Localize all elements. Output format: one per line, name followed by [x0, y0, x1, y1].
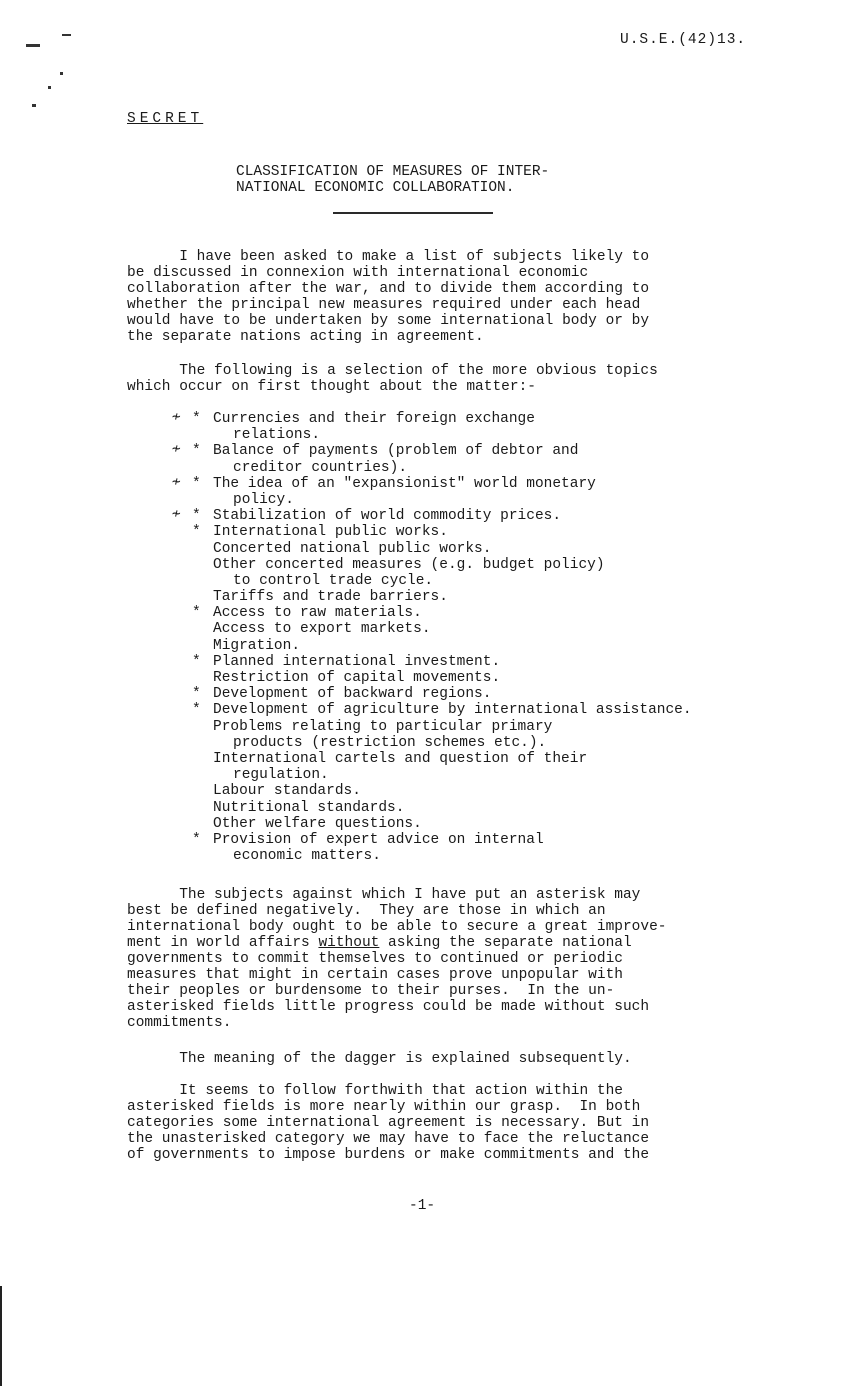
topic-item	[0, 702, 841, 718]
asterisk-mark: *	[192, 831, 201, 848]
topic-text: Nutritional standards.	[213, 799, 405, 816]
text-line: the unasterisked category we may have to face the reluctance	[127, 1131, 650, 1147]
text-line: of governments to impose burdens or make commitments and the	[127, 1147, 650, 1163]
topic-item	[0, 654, 841, 670]
topic-text: Labour standards.	[213, 783, 361, 800]
topic-text: The idea of an "expansionist" world monetary	[213, 475, 596, 492]
text-line: The subjects against which I have put an asterisk may	[127, 887, 641, 903]
text-line: which occur on first thought about the matter:-	[127, 379, 536, 395]
topic-text: Balance of payments (problem of debtor and	[213, 443, 579, 460]
topic-text: to control trade cycle.	[233, 572, 434, 589]
topic-item	[0, 605, 841, 621]
topic-item	[0, 621, 841, 637]
dagger-mark: ≁	[172, 507, 181, 524]
topic-item	[0, 800, 841, 816]
topic-text: Concerted national public works.	[213, 540, 492, 557]
topic-item	[0, 719, 841, 735]
topic-text: Stabilization of world commodity prices.	[213, 508, 562, 525]
topic-text: economic matters.	[233, 848, 381, 865]
page-edge-line	[0, 1286, 2, 1386]
text-line: asterisked fields is more nearly within our grasp. In both	[127, 1099, 641, 1115]
topic-item	[0, 476, 841, 492]
topic-item	[0, 751, 841, 767]
topic-item	[0, 816, 841, 832]
text-line: asterisked fields little progress could be made without such	[127, 999, 650, 1015]
text-line: whether the principal new measures required under each head	[127, 297, 641, 313]
document-reference: U.S.E.(42)13.	[620, 32, 747, 48]
text-line: categories some international agreement is necessary. But in	[127, 1115, 650, 1131]
topic-text: International public works.	[213, 524, 448, 541]
text-line: would have to be undertaken by some international body or by	[127, 313, 650, 329]
topic-continuation	[0, 460, 841, 476]
topic-text: Planned international investment.	[213, 653, 501, 670]
speck	[32, 104, 36, 107]
text-line: I have been asked to make a list of subjects likely to	[127, 249, 650, 265]
speck	[26, 44, 40, 47]
topic-item	[0, 557, 841, 573]
paragraph-conclusion	[127, 1083, 649, 1163]
topic-item	[0, 783, 841, 799]
paragraph-intro	[127, 249, 649, 345]
text-line: The following is a selection of the more obvious topics	[127, 363, 658, 379]
topic-item	[0, 443, 841, 459]
dagger-mark: ≁	[172, 410, 181, 426]
paragraph-selection	[127, 363, 658, 395]
topic-text: International cartels and question of their	[213, 750, 588, 767]
paragraph-asterisk-explanation	[127, 887, 667, 1031]
topic-text: Development of backward regions.	[213, 686, 492, 703]
asterisk-mark: *	[192, 524, 201, 541]
text-line: collaboration after the war, and to divide them according to	[127, 281, 650, 297]
text-line: governments to commit themselves to continued or periodic	[127, 951, 623, 967]
text-line: commitments.	[127, 1015, 232, 1031]
asterisk-mark: *	[192, 443, 201, 460]
topic-text: Access to raw materials.	[213, 605, 422, 622]
topic-continuation	[0, 492, 841, 508]
asterisk-mark: *	[192, 686, 201, 703]
paragraph-dagger-note: The meaning of the dagger is explained subsequently.	[127, 1051, 632, 1067]
topic-item	[0, 686, 841, 702]
text-line: best be defined negatively. They are those in which an	[127, 903, 606, 919]
text-fragment: ment in world affairs	[127, 935, 319, 951]
topic-text: Provision of expert advice on internal	[213, 831, 544, 848]
asterisk-mark: *	[192, 702, 201, 719]
topic-item	[0, 638, 841, 654]
topic-item	[0, 541, 841, 557]
topic-text: policy.	[233, 491, 294, 508]
asterisk-mark: *	[192, 411, 201, 427]
topic-continuation	[0, 848, 841, 864]
topic-item	[0, 832, 841, 848]
topic-text: Currencies and their foreign exchange	[213, 411, 535, 427]
topic-text: products (restriction schemes etc.).	[233, 734, 547, 751]
topic-text: Other concerted measures (e.g. budget policy)	[213, 556, 605, 573]
title-line: NATIONAL ECONOMIC COLLABORATION.	[236, 180, 515, 196]
topic-text: Problems relating to particular primary	[213, 718, 553, 735]
text-line: It seems to follow forthwith that action within the	[127, 1083, 623, 1099]
asterisk-mark: *	[192, 653, 201, 670]
topic-text: creditor countries).	[233, 459, 408, 476]
topic-continuation	[0, 573, 841, 589]
topic-text: Migration.	[213, 637, 301, 654]
dagger-mark: ≁	[172, 474, 181, 491]
asterisk-mark: *	[192, 475, 201, 492]
topic-item	[0, 589, 841, 605]
topic-list	[0, 411, 841, 864]
topic-text: Other welfare questions.	[213, 815, 422, 832]
page-number: -1-	[409, 1198, 436, 1214]
topic-text: Development of agriculture by international assistance.	[213, 702, 692, 719]
title-rule	[333, 212, 493, 214]
topic-item	[0, 524, 841, 540]
text-line	[127, 935, 667, 951]
text-line: their peoples or burdensome to their purses. In the un-	[127, 983, 615, 999]
speck	[48, 86, 51, 89]
text-line: be discussed in connexion with international economic	[127, 265, 589, 281]
text-line: measures that might in certain cases prove unpopular with	[127, 967, 623, 983]
topic-text: Tariffs and trade barriers.	[213, 589, 448, 606]
topic-item	[0, 670, 841, 686]
asterisk-mark: *	[192, 605, 201, 622]
dagger-mark: ≁	[172, 442, 181, 459]
topic-continuation	[0, 767, 841, 783]
speck	[60, 72, 63, 75]
topic-text: Restriction of capital movements.	[213, 670, 501, 686]
topic-continuation	[0, 735, 841, 751]
speck	[62, 34, 71, 36]
document-title	[236, 164, 549, 196]
text-line: the separate nations acting in agreement.	[127, 329, 484, 345]
classification-marking: SECRET	[127, 111, 204, 127]
text-line: international body ought to be able to secure a great improve-	[127, 919, 667, 935]
asterisk-mark: *	[192, 508, 201, 525]
topic-text: regulation.	[233, 767, 329, 784]
emphasis-word: without	[318, 935, 380, 951]
title-line: CLASSIFICATION OF MEASURES OF INTER-	[236, 164, 550, 180]
text-fragment: asking the separate national	[379, 935, 632, 951]
topic-item	[0, 508, 841, 524]
topic-text: relations.	[233, 427, 321, 444]
topic-text: Access to export markets.	[213, 621, 431, 638]
topic-continuation	[0, 427, 841, 443]
topic-item	[0, 411, 841, 427]
